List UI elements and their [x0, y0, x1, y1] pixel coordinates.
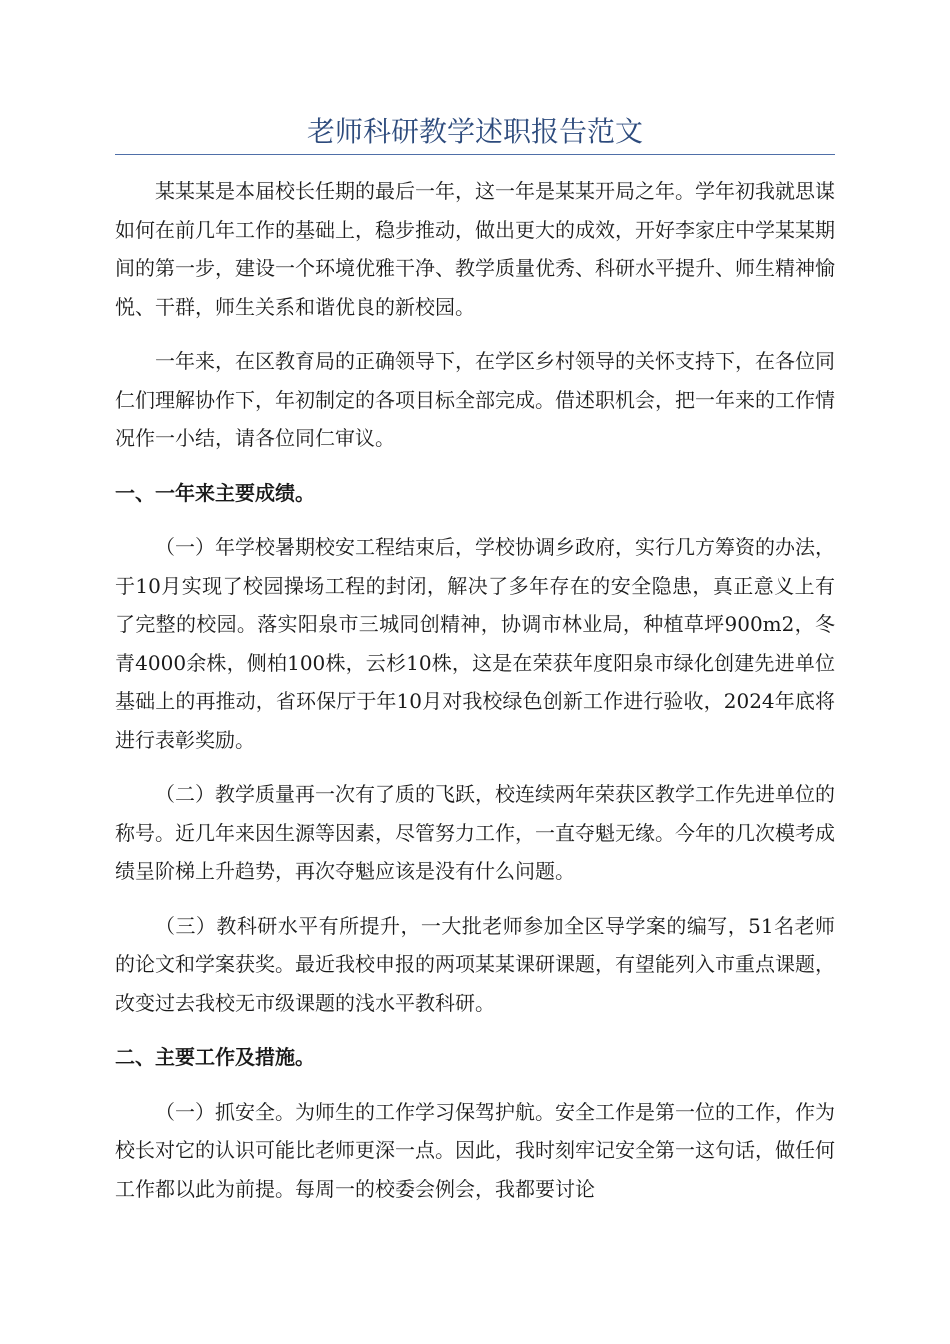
- intro-paragraph-2: 一年来，在区教育局的正确领导下，在学区乡村领导的关怀支持下，在各位同仁们理解协作下，年初制定的各项目标全部完成。借述职机会，把一年来的工作情况作一小结，请各位同仁审议。: [115, 349, 835, 450]
- section-heading-achievements: 一、一年来主要成绩。: [115, 480, 315, 505]
- achievement-paragraph-2: （二）教学质量再一次有了质的飞跃，校连续两年荣获区教学工作先进单位的称号。近几年来因生源等因素，尽管努力工作，一直夺魁无缘。今年的几次模考成绩呈阶梯上升趋势，再次夺魁应该是没有什么问题。: [115, 782, 835, 883]
- achievement-paragraph-1: （一）年学校暑期校安工程结束后，学校协调乡政府，实行几方筹资的办法，于10月实现了校园操场工程的封闭，解决了多年存在的安全隐患，真正意义上有了完整的校园。落实阳泉市三城同创精神，协调市林业局，种植草坪900m2，冬青4000余株，侧柏100株，云杉10株，这是在荣获年度阳泉市绿化创建先进单位基础上的再推动，省环保厅于年10月对我校绿色创新工作进行验收，2024年底将进行表彰奖励。: [115, 535, 835, 752]
- document-title: 老师科研教学述职报告范文: [306, 115, 643, 148]
- measure-paragraph-1: （一）抓安全。为师生的工作学习保驾护航。安全工作是第一位的工作，作为校长对它的认识可能比老师更深一点。因此，我时刻牢记安全第一这句话，做任何工作都以此为前提。每周一的校委会例会，我都要讨论: [115, 1099, 835, 1201]
- document-body: [115, 172, 835, 1224]
- intro-paragraph-1: 某某某是本届校长任期的最后一年，这一年是某某开局之年。学年初我就思谋如何在前几年工作的基础上，稳步推动，做出更大的成效，开好李家庄中学某某期间的第一步，建设一个环境优雅干净、教学质量优秀、科研水平提升、师生精神愉悦、干群，师生关系和谐优良的新校园。: [115, 179, 835, 319]
- section-heading-measures: 二、主要工作及措施。: [115, 1045, 315, 1069]
- title-underline: [115, 154, 835, 155]
- achievement-paragraph-3: （三）教科研水平有所提升，一大批老师参加全区导学案的编写，51名老师的论文和学案获奖。最近我校申报的两项某某课研课题，有望能列入市重点课题，改变过去我校无市级课题的浅水平教科研。: [115, 913, 835, 1015]
